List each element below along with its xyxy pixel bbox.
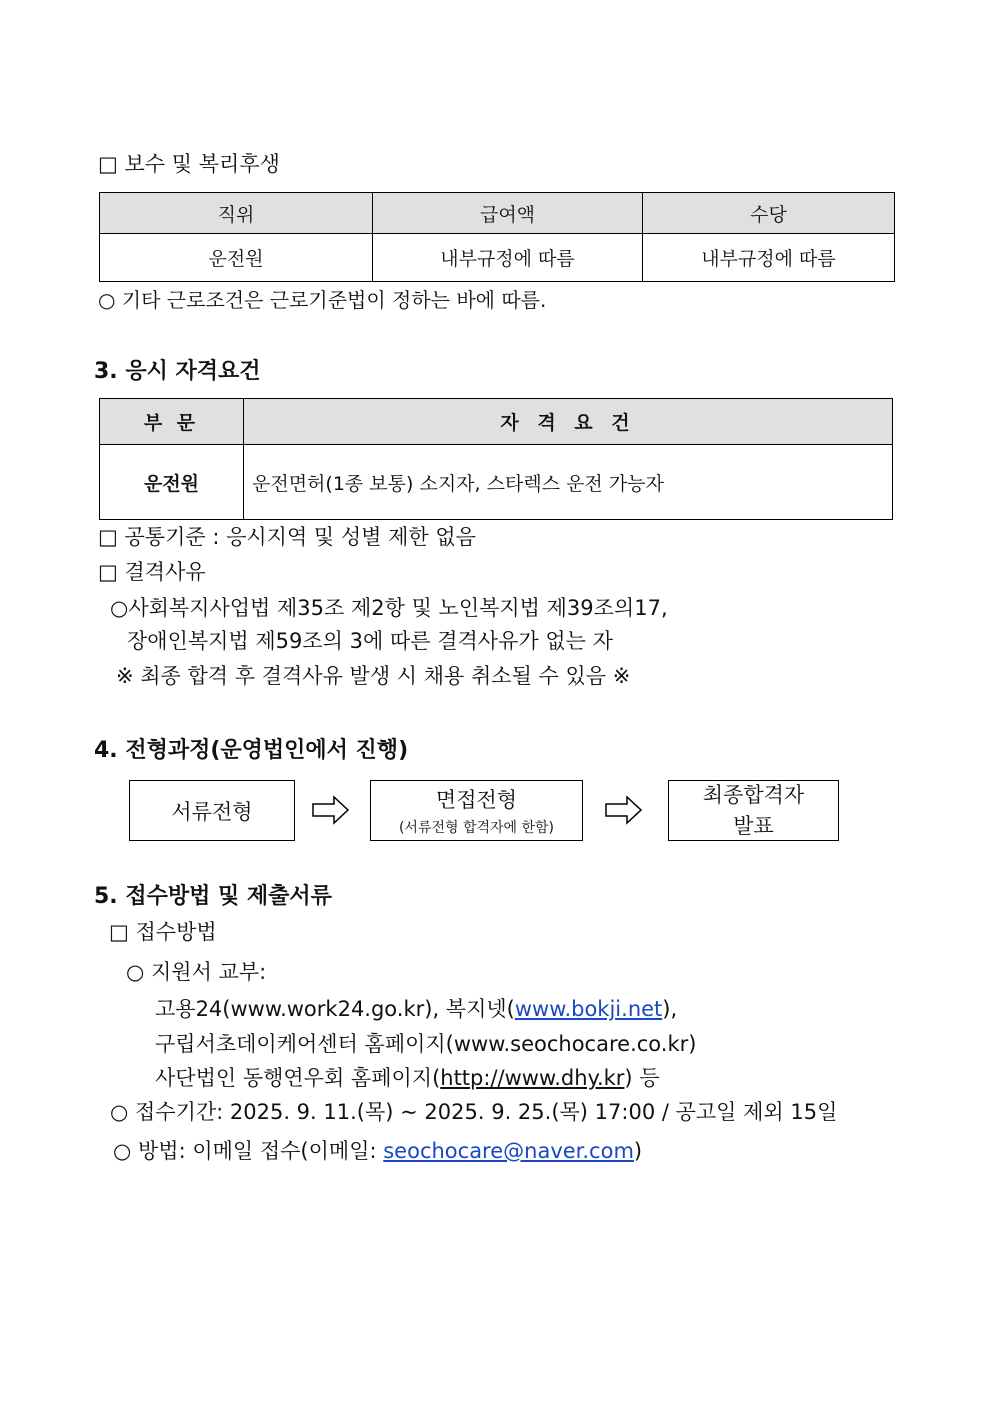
application-period: ○ 접수기간: 2025. 9. 11.(목) ~ 2025. 9. 25.(목) 17:00 / 공고일 제외 15일 bbox=[110, 1100, 838, 1124]
pay-header-salary: 급여액 bbox=[373, 193, 643, 234]
disqualification-line-2: 장애인복지법 제59조의 3에 따른 결격사유가 없는 자 bbox=[127, 629, 613, 653]
submit-line-1-tail: ), bbox=[662, 997, 678, 1021]
qual-header-req: 자 격 요 건 bbox=[244, 399, 893, 445]
pay-cell-position: 운전원 bbox=[100, 234, 373, 282]
submit-line-3 bbox=[155, 1062, 660, 1092]
disqualification-title: □ 결격사유 bbox=[98, 560, 206, 584]
section-3-heading: 3. 응시 자격요건 bbox=[94, 359, 261, 384]
dhy-link[interactable]: http://www.dhy.kr bbox=[440, 1066, 625, 1090]
pay-table bbox=[99, 192, 895, 282]
application-method-text: ○ 방법: 이메일 접수(이메일: bbox=[113, 1139, 384, 1163]
submit-line-3-text: 사단법인 동행연우회 홈페이지( bbox=[155, 1066, 441, 1090]
step-2-label: 면접전형 bbox=[435, 788, 518, 812]
step-1-label: 서류전형 bbox=[171, 799, 253, 824]
submit-line-2: 구립서초데이케어센터 홈페이지(www.seochocare.co.kr) bbox=[155, 1032, 697, 1056]
qual-cell-req: 운전면허(1종 보통) 소지자, 스타렉스 운전 가능자 bbox=[244, 445, 893, 520]
step-interview bbox=[370, 780, 583, 841]
method-title: □ 접수방법 bbox=[109, 920, 217, 944]
bokji-link[interactable]: www.bokji.net bbox=[514, 997, 663, 1021]
submit-line-1 bbox=[155, 993, 677, 1023]
pay-cell-allowance: 내부규정에 따름 bbox=[643, 234, 895, 282]
submit-line-3-tail: ) 등 bbox=[624, 1066, 660, 1090]
disqualification-note: ※ 최종 합격 후 결격사유 발생 시 채용 취소될 수 있음 ※ bbox=[116, 664, 631, 688]
application-method bbox=[113, 1135, 642, 1165]
qual-cell-role: 운전원 bbox=[100, 445, 244, 520]
step-2-sublabel: (서류전형 합격자에 한함) bbox=[398, 820, 555, 836]
step-final-announcement bbox=[668, 780, 839, 841]
disqualification-line-1: ○사회복지사업법 제35조 제2항 및 노인복지법 제39조의17, bbox=[110, 596, 668, 620]
section-4-heading: 4. 전형과정(운영법인에서 진행) bbox=[94, 738, 409, 763]
application-method-tail: ) bbox=[633, 1139, 643, 1163]
pay-note: ○ 기타 근로조건은 근로기준법이 정하는 바에 따름. bbox=[98, 288, 547, 312]
pay-section-title: □ 보수 및 복리후생 bbox=[98, 152, 280, 176]
arrow-right-icon bbox=[312, 795, 350, 825]
step-3-label-line-1: 최종합격자 bbox=[702, 783, 805, 808]
arrow-right-icon bbox=[605, 795, 643, 825]
qual-header-dept: 부 문 bbox=[100, 399, 244, 445]
pay-header-allowance: 수당 bbox=[643, 193, 895, 234]
pay-cell-salary: 내부규정에 따름 bbox=[373, 234, 643, 282]
pay-header-position: 직위 bbox=[100, 193, 373, 234]
submit-line-1-text: 고용24(www.work24.go.kr), 복지넷( bbox=[155, 997, 515, 1021]
email-link[interactable]: seochocare@naver.com bbox=[383, 1139, 634, 1163]
step-3-label-line-2: 발표 bbox=[733, 813, 774, 838]
qualification-table bbox=[99, 398, 893, 520]
section-5-heading: 5. 접수방법 및 제출서류 bbox=[94, 884, 332, 909]
common-criteria: □ 공통기준 : 응시지역 및 성별 제한 없음 bbox=[98, 525, 476, 549]
submit-label: ○ 지원서 교부: bbox=[126, 960, 267, 984]
step-document-screening bbox=[129, 780, 295, 841]
